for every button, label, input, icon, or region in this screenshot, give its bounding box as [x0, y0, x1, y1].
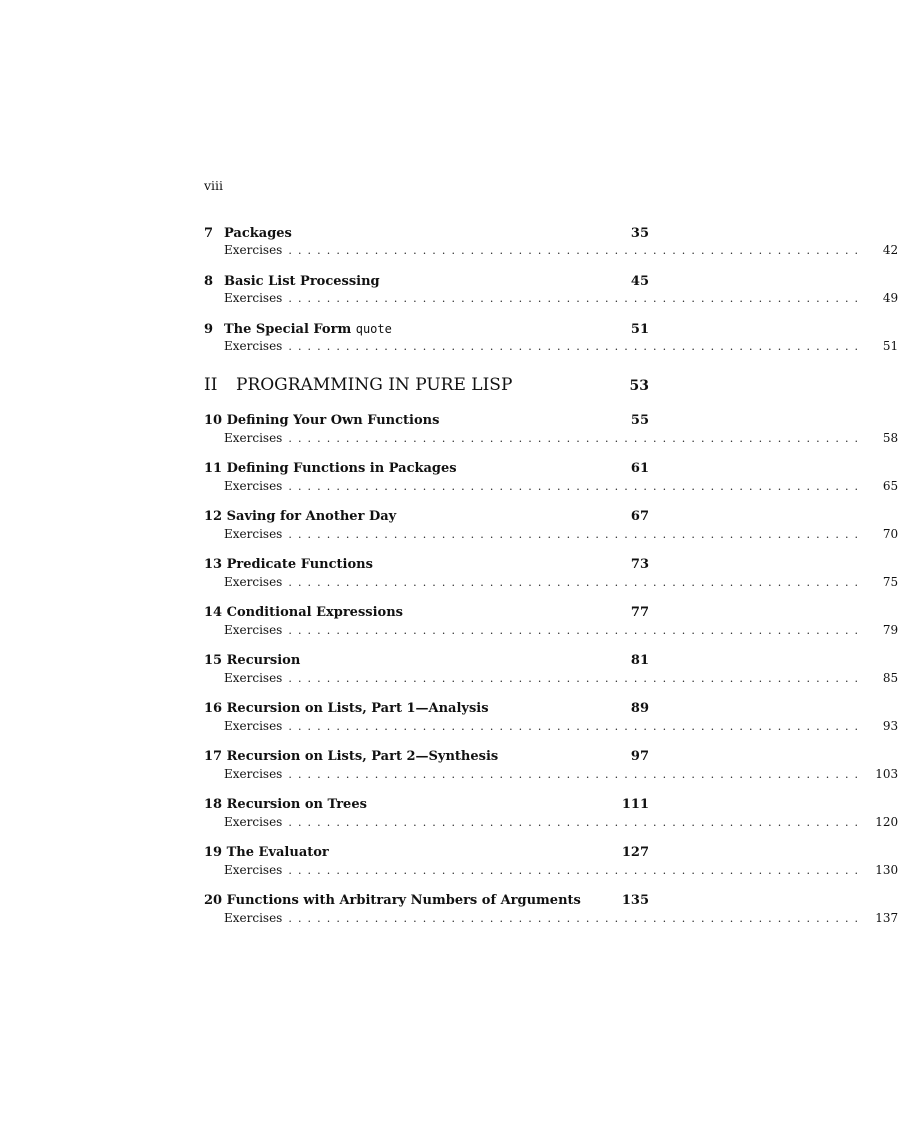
chapter-number: 19	[204, 845, 223, 860]
dot-leader: ............................................................	[288, 672, 865, 685]
chapter-page: 67	[630, 509, 649, 524]
chapter-heading-row[interactable]	[204, 320, 649, 338]
exercises-label: Exercises	[224, 911, 283, 925]
chapter-heading-row[interactable]	[204, 412, 649, 430]
chapter-heading-row[interactable]	[204, 844, 649, 862]
chapter-page: 77	[630, 605, 649, 620]
chapter-page: 97	[630, 749, 649, 764]
chapter-page: 61	[630, 461, 649, 476]
exercises-row[interactable]	[204, 478, 898, 494]
chapter-page: 135	[621, 893, 649, 908]
chapter-heading-row[interactable]	[204, 796, 649, 814]
exercises-row[interactable]	[204, 242, 898, 258]
chapter-page: 81	[630, 653, 649, 668]
chapter-title: Predicate Functions	[226, 557, 373, 572]
exercises-page: 42	[882, 243, 898, 257]
exercises-page: 137	[875, 911, 898, 925]
chapter-number: 9	[204, 322, 214, 337]
exercises-label: Exercises	[224, 291, 283, 305]
chapter-title-text: Basic List Processing	[224, 274, 380, 289]
dot-leader: ............................................................	[288, 864, 865, 877]
toc-chapter-17	[204, 748, 898, 782]
chapter-page: 73	[630, 557, 649, 572]
chapter-title: Defining Your Own Functions	[226, 413, 440, 428]
exercises-page: 70	[882, 527, 898, 541]
chapter-heading-row[interactable]	[204, 604, 649, 622]
chapter-heading-row[interactable]	[204, 748, 649, 766]
part-page: 53	[629, 378, 649, 394]
exercises-row[interactable]	[204, 910, 898, 926]
chapter-number: 12	[204, 509, 223, 524]
exercises-row[interactable]	[204, 862, 898, 878]
chapter-title	[224, 224, 619, 243]
exercises-page: 85	[882, 671, 898, 685]
chapter-page: 127	[621, 845, 649, 860]
exercises-page: 79	[882, 623, 898, 637]
dot-leader: ............................................................	[288, 624, 865, 637]
exercises-label: Exercises	[224, 527, 283, 541]
chapter-page: 51	[630, 322, 649, 337]
chapter-title: Recursion on Lists, Part 1—Analysis	[226, 701, 489, 716]
dot-leader: ............................................................	[288, 480, 865, 493]
chapter-heading-row[interactable]	[204, 556, 649, 574]
toc-chapter-7	[204, 224, 898, 258]
exercises-label: Exercises	[224, 339, 283, 353]
dot-leader: ............................................................	[288, 244, 865, 257]
chapter-number: 11	[204, 461, 223, 476]
chapter-title: Saving for Another Day	[226, 509, 397, 524]
exercises-page: 58	[882, 431, 898, 445]
chapter-title: The Evaluator	[226, 845, 329, 860]
exercises-page: 75	[882, 575, 898, 589]
toc-page	[204, 178, 898, 940]
dot-leader: ............................................................	[288, 528, 865, 541]
chapter-heading-row[interactable]	[204, 700, 649, 718]
dot-leader: ............................................................	[288, 340, 865, 353]
exercises-label: Exercises	[224, 243, 283, 257]
dot-leader: ............................................................	[288, 432, 865, 445]
dot-leader: ............................................................	[288, 816, 865, 829]
dot-leader: ............................................................	[288, 576, 865, 589]
exercises-row[interactable]	[204, 526, 898, 542]
chapter-page: 89	[630, 701, 649, 716]
chapter-number: 10	[204, 413, 223, 428]
toc-chapter-15	[204, 652, 898, 686]
chapter-title: Recursion	[226, 653, 301, 668]
toc-chapter-8	[204, 272, 898, 306]
chapter-number: 8	[204, 274, 214, 289]
exercises-label: Exercises	[224, 575, 283, 589]
chapter-heading-row[interactable]	[204, 892, 649, 910]
exercises-row[interactable]	[204, 766, 898, 782]
dot-leader: ............................................................	[288, 720, 865, 733]
exercises-page: 49	[882, 291, 898, 305]
exercises-row[interactable]	[204, 574, 898, 590]
toc-chapter-10	[204, 412, 898, 446]
chapter-page: 55	[630, 413, 649, 428]
chapter-title-text: The Special Form	[224, 322, 356, 337]
chapter-number: 15	[204, 653, 223, 668]
chapter-title: Functions with Arbitrary Numbers of Arguments	[226, 893, 581, 908]
exercises-label: Exercises	[224, 431, 283, 445]
exercises-page: 120	[875, 815, 898, 829]
chapter-heading-row[interactable]	[204, 460, 649, 478]
chapter-number: 7	[204, 226, 214, 241]
dot-leader: ............................................................	[288, 912, 865, 925]
chapter-title: Conditional Expressions	[226, 605, 403, 620]
toc-list-first	[204, 224, 898, 354]
toc-chapter-19	[204, 844, 898, 878]
chapter-title: Recursion on Trees	[226, 797, 367, 812]
exercises-label: Exercises	[224, 623, 283, 637]
exercises-page: 65	[882, 479, 898, 493]
chapter-number: 17	[204, 749, 223, 764]
toc-chapter-18	[204, 796, 898, 830]
chapter-number: 20	[204, 893, 223, 908]
toc-chapter-11	[204, 460, 898, 494]
exercises-page: 93	[882, 719, 898, 733]
chapter-title	[224, 272, 619, 291]
toc-chapter-12	[204, 508, 898, 542]
exercises-page: 103	[875, 767, 898, 781]
chapter-title: Recursion on Lists, Part 2—Synthesis	[226, 749, 499, 764]
toc-chapter-14	[204, 604, 898, 638]
toc-chapter-20	[204, 892, 898, 926]
dot-leader: ............................................................	[288, 768, 865, 781]
chapter-number: 18	[204, 797, 223, 812]
chapter-heading-row[interactable]	[204, 652, 649, 670]
page-number: viii	[204, 178, 224, 193]
dot-leader: ............................................................	[288, 292, 865, 305]
exercises-row[interactable]	[204, 670, 898, 686]
toc-chapter-16	[204, 700, 898, 734]
chapter-page: 35	[630, 226, 649, 241]
exercises-row[interactable]	[204, 814, 898, 830]
chapter-page: 45	[630, 274, 649, 289]
chapter-title-text: Packages	[224, 226, 292, 241]
exercises-label: Exercises	[224, 671, 283, 685]
exercises-label: Exercises	[224, 719, 283, 733]
part-number: II	[204, 375, 218, 395]
toc-chapter-13	[204, 556, 898, 590]
part-title: PROGRAMMING IN PURE LISP	[236, 375, 513, 395]
exercises-row[interactable]	[204, 430, 898, 446]
chapter-heading-row[interactable]	[204, 224, 649, 242]
exercises-row[interactable]	[204, 338, 898, 354]
toc-list-second	[204, 412, 898, 926]
chapter-number: 16	[204, 701, 223, 716]
toc-part-heading[interactable]	[204, 374, 649, 396]
chapter-number: 14	[204, 605, 223, 620]
chapter-title	[224, 320, 619, 339]
exercises-row[interactable]	[204, 718, 898, 734]
chapter-title-code: quote	[355, 322, 392, 336]
exercises-label: Exercises	[224, 767, 283, 781]
exercises-label: Exercises	[224, 863, 283, 877]
chapter-number: 13	[204, 557, 223, 572]
chapter-title: Defining Functions in Packages	[226, 461, 457, 476]
exercises-page: 130	[875, 863, 898, 877]
chapter-heading-row[interactable]	[204, 508, 649, 526]
chapter-heading-row[interactable]	[204, 272, 649, 290]
exercises-label: Exercises	[224, 479, 283, 493]
toc-chapter-9	[204, 320, 898, 354]
exercises-page: 51	[882, 339, 898, 353]
chapter-page: 111	[621, 797, 649, 812]
exercises-row[interactable]	[204, 622, 898, 638]
exercises-label: Exercises	[224, 815, 283, 829]
exercises-row[interactable]	[204, 290, 898, 306]
